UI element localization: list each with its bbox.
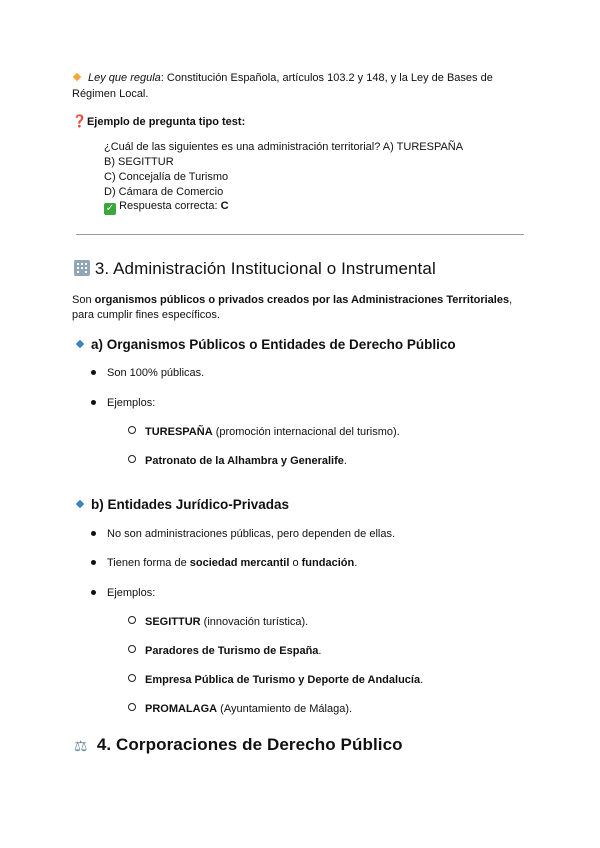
list-item [128,614,308,630]
list-item-text: Ejemplos: [107,587,156,599]
section4-heading [74,735,403,755]
answer-value: C [220,200,229,212]
small-orange-diamond-icon [73,73,81,81]
list-item [128,424,400,440]
circle-bullet-icon [128,616,136,624]
example-desc: (Ayuntamiento de Málaga). [217,703,353,715]
section4-title: 4. Corporaciones de Derecho Público [96,735,403,754]
subsection-b-heading [76,497,289,512]
ley-label: Ley que regula [88,72,161,84]
list-item [128,453,347,469]
ejemplo-option-d: D) Cámara de Comercio [104,186,224,198]
list-item-text: Tienen forma de [107,557,190,569]
circle-bullet-icon [128,455,136,463]
section3-heading [74,259,436,279]
circle-bullet-icon [128,674,136,682]
small-blue-diamond-icon [76,500,84,508]
ley-text-1: : Constitución Española, artículos 103.2 y 148, y la Ley de Bases de [160,72,493,84]
example-name: SEGITTUR [145,616,201,628]
list-item-text: Ejemplos: [107,397,156,409]
list-item [128,701,352,717]
list-item [128,672,423,688]
ley-line-1 [72,70,493,86]
list-item [128,643,321,659]
list-item [91,395,155,411]
example-desc: (promoción internacional del turismo). [212,426,400,438]
office-building-icon [74,260,90,276]
circle-bullet-icon [128,703,136,711]
list-item-text: Son 100% públicas. [107,367,205,379]
ejemplo-heading: Ejemplo de pregunta tipo test: [86,116,246,128]
list-item-text: No son administraciones públicas, pero dependen de ellas. [107,528,396,540]
subsection-b-title: b) Entidades Jurídico-Privadas [91,497,290,512]
list-item-bold: sociedad mercantil [189,557,290,569]
list-item-text: . [354,557,358,569]
check-mark-button-icon: ✓ [105,203,115,214]
list-item [91,585,155,601]
example-desc: . [318,645,322,657]
ejemplo-heading-line [72,113,245,130]
list-item-bold: fundación [301,557,355,569]
red-question-mark-icon: ❓ [72,114,87,128]
bullet-icon [91,590,96,595]
example-name: PROMALAGA [145,703,218,715]
small-blue-diamond-icon [76,340,84,348]
balance-scale-icon: ⚖ [74,738,88,755]
ejemplo-answer [104,198,229,215]
section3-intro-line-2: para cumplir fines específicos. [72,309,220,321]
example-desc: (innovación turística). [200,616,309,628]
example-desc: . [420,674,424,686]
example-desc: . [343,455,347,467]
intro-post: , [509,294,513,306]
section3-intro-line-1 [72,292,512,308]
bullet-icon [91,560,96,565]
bullet-icon [91,531,96,536]
circle-bullet-icon [128,426,136,434]
ley-line-2: Régimen Local. [72,88,149,100]
ejemplo-question: ¿Cuál de las siguientes es una administración territorial? A) TURESPAÑA [104,141,464,153]
list-item-text: o [289,557,302,569]
answer-label: Respuesta correcta: [119,200,221,212]
subsection-a-heading [76,337,456,352]
example-name: Paradores de Turismo de España [145,645,319,657]
bullet-icon [91,370,96,375]
bullet-icon [91,400,96,405]
intro-bold: organismos públicos o privados creados por las Administraciones Territoriales [94,294,510,306]
intro-pre: Son [72,294,95,306]
divider [76,234,524,235]
list-item [91,555,357,571]
list-item [91,365,204,381]
example-name: Empresa Pública de Turismo y Deporte de Andalucía [145,674,421,686]
example-name: Patronato de la Alhambra y Generalife [145,455,344,467]
example-name: TURESPAÑA [145,426,213,438]
section3-title: 3. Administración Institucional o Instrumental [94,259,436,278]
circle-bullet-icon [128,645,136,653]
subsection-a-title: a) Organismos Públicos o Entidades de Derecho Público [91,337,456,352]
ejemplo-option-b: B) SEGITTUR [104,156,174,168]
list-item [91,526,395,542]
ejemplo-option-c: C) Concejalía de Turismo [104,171,229,183]
